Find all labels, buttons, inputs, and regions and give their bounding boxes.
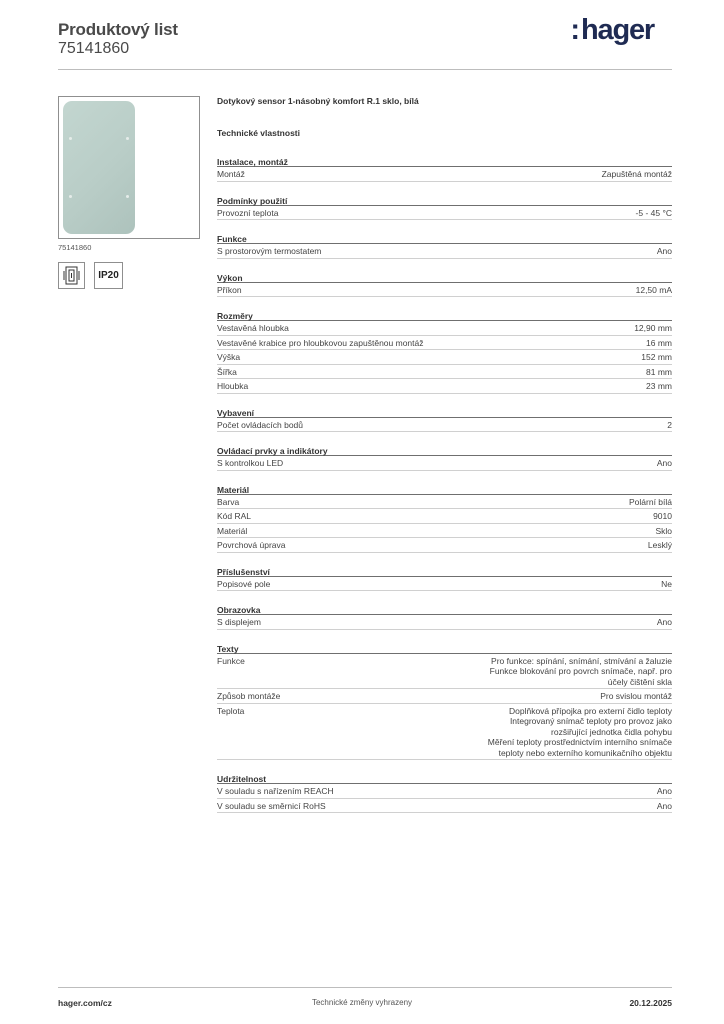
spec-label: Barva <box>217 496 240 507</box>
panel-screw <box>69 195 72 198</box>
spec-value: Zapuštěná montáž <box>601 169 672 179</box>
spec-value: Ano <box>656 458 672 468</box>
spec-row <box>217 524 672 539</box>
spec-value: 12,90 mm <box>634 323 672 333</box>
spec-label: Teplota <box>217 705 245 716</box>
spec-value: Ne <box>661 578 672 589</box>
spec-value: 152 mm <box>641 352 672 362</box>
section-title: Udržitelnost <box>217 769 672 784</box>
spec-label: Vestavěné krabice pro hloubkovou zapuštěnou montáž <box>217 337 424 348</box>
spec-row <box>217 784 672 799</box>
ip20-badge: IP20 <box>94 262 123 289</box>
section-gap <box>217 553 672 562</box>
section-gap <box>217 591 672 600</box>
spec-value: 16 mm <box>646 337 672 348</box>
section-gap <box>217 760 672 769</box>
logo-text: hager <box>581 14 654 46</box>
spec-label: Vestavěná hloubka <box>217 323 289 333</box>
spec-row <box>217 456 672 471</box>
spec-label: V souladu s nařízením REACH <box>217 786 334 796</box>
spec-value: -5 - 45 °C <box>635 207 672 218</box>
spec-row <box>217 689 672 704</box>
section-title: Rozměry <box>217 306 672 321</box>
spec-row <box>217 321 672 336</box>
spec-row <box>217 167 672 182</box>
spec-value: 81 mm <box>646 366 672 377</box>
spec-row <box>217 615 672 630</box>
spec-row <box>217 206 672 221</box>
section-title: Obrazovka <box>217 600 672 615</box>
spec-label: Montáž <box>217 169 245 179</box>
spec-row <box>217 244 672 259</box>
spec-value: Polární bílá <box>629 496 672 507</box>
spec-label: Způsob montáže <box>217 691 281 701</box>
section-gap <box>217 471 672 480</box>
spec-row <box>217 336 672 351</box>
product-number: 75141860 <box>58 40 130 57</box>
spec-label: Výška <box>217 352 241 362</box>
spec-value: Sklo <box>655 525 672 536</box>
section-title: Podmínky použití <box>217 191 672 206</box>
spec-value: Pro svislou montáž <box>600 691 672 701</box>
spec-row <box>217 350 672 365</box>
spec-label: Hloubka <box>217 381 249 391</box>
section-title: Vybavení <box>217 403 672 418</box>
section-gap <box>217 182 672 191</box>
spec-value: Lesklý <box>647 540 672 550</box>
hager-logo[interactable] <box>570 14 654 47</box>
spec-row <box>217 654 672 690</box>
spec-label: V souladu se směrnicí RoHS <box>217 800 326 811</box>
spec-value: 9010 <box>653 511 672 521</box>
spec-value: 2 <box>667 419 672 430</box>
spec-label: Počet ovládacích bodů <box>217 419 304 430</box>
panel-screw <box>126 137 129 140</box>
header-divider <box>58 69 672 70</box>
footer-date: 20.12.2025 <box>629 998 672 1008</box>
section-title: Texty <box>217 639 672 654</box>
spec-label: Funkce <box>217 655 245 666</box>
spec-label: Provozní teplota <box>217 207 279 218</box>
spec-value: 12,50 mA <box>635 284 672 295</box>
spec-row <box>217 799 672 814</box>
section-title: Výkon <box>217 268 672 283</box>
section-gap <box>217 259 672 268</box>
section-title: Funkce <box>217 229 672 244</box>
spec-label: Popisové pole <box>217 578 271 589</box>
spec-value: 23 mm <box>646 381 672 391</box>
spec-value: Ano <box>656 246 672 256</box>
spec-label: Kód RAL <box>217 511 252 521</box>
image-caption: 75141860 <box>58 243 92 252</box>
spec-row <box>217 418 672 433</box>
spec-value: Ano <box>656 800 672 811</box>
spec-row <box>217 704 672 761</box>
spec-label: S displejem <box>217 617 261 627</box>
glass-panel-image <box>63 101 135 234</box>
section-title: Příslušenství <box>217 562 672 577</box>
section-gap <box>217 630 672 639</box>
footer-website-link[interactable]: hager.com/cz <box>58 998 112 1008</box>
spec-content <box>217 96 672 813</box>
section-gap <box>217 297 672 306</box>
product-title: Dotykový sensor 1-násobný komfort R.1 sklo, bílá <box>217 96 419 106</box>
spec-label: Povrchová úprava <box>217 540 286 550</box>
section-title: Ovládací prvky a indikátory <box>217 441 672 456</box>
spec-label: Příkon <box>217 284 242 295</box>
flush-mount-icon <box>58 262 85 289</box>
footer-divider <box>58 987 672 988</box>
spec-label: Šířka <box>217 366 237 377</box>
spec-row <box>217 365 672 380</box>
header-title: Produktový list <box>58 20 178 39</box>
spec-row <box>217 509 672 524</box>
section-title: Materiál <box>217 480 672 495</box>
spec-row <box>217 538 672 553</box>
spec-value: Pro funkce: spínání, snímání, stmívání a žaluzie Funkce blokování pro povrch snímače, např. pro účely čištění skla <box>489 655 672 687</box>
spec-label: S prostorovým termostatem <box>217 246 322 256</box>
spec-value: Ano <box>656 617 672 627</box>
product-image-frame <box>58 96 200 239</box>
spec-label: Materiál <box>217 525 248 536</box>
section-gap <box>217 432 672 441</box>
section-gap <box>217 394 672 403</box>
spec-value: Ano <box>656 786 672 796</box>
logo-dots: : <box>570 14 581 46</box>
spec-row <box>217 577 672 592</box>
panel-screw <box>126 195 129 198</box>
section-gap <box>217 220 672 229</box>
spec-value: Doplňková přípojka pro externí čidlo teploty Integrovaný snímač teploty pro provoz jako rozšiřující jednotka čidla pohybu Měření teploty prostřednictvím interního snímače teploty nebo externího komunikačního objektu <box>487 705 672 758</box>
tech-properties-heading: Technické vlastnosti <box>217 128 300 138</box>
spec-row <box>217 379 672 394</box>
section-title: Instalace, montáž <box>217 152 672 167</box>
spec-row <box>217 283 672 298</box>
panel-screw <box>69 137 72 140</box>
spec-row <box>217 495 672 510</box>
spec-label: S kontrolkou LED <box>217 458 284 468</box>
footer-note: Technické změny vyhrazeny <box>311 998 413 1007</box>
